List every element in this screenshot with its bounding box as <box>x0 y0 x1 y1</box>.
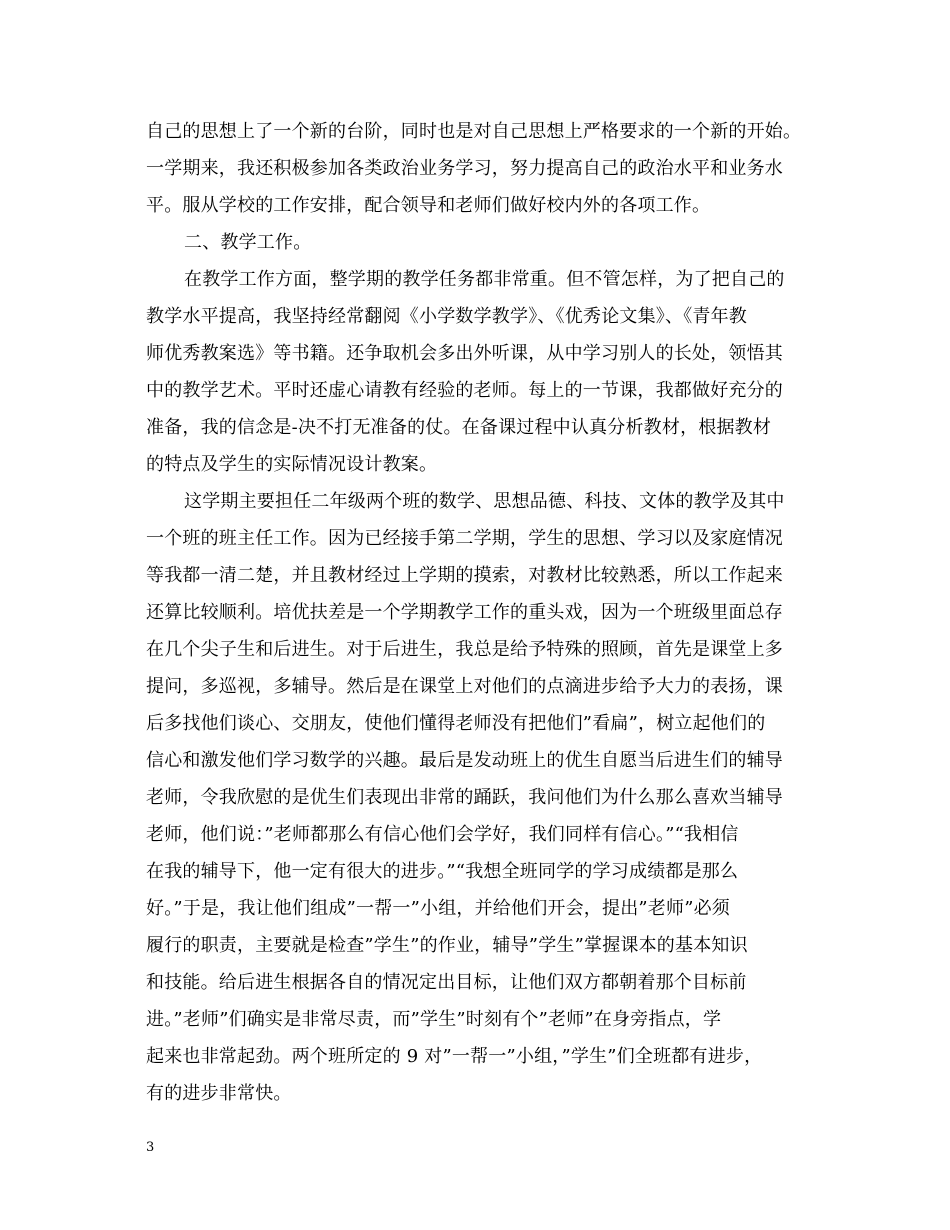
text-line: 提问，多巡视，多辅导。然后是在课堂上对他们的点滴进步给予大力的表扬，课 <box>146 676 783 697</box>
text-line: 进。”老师”们确实是非常尽责，而”学生”时刻有个”老师”在身旁指点，学 <box>146 1009 722 1030</box>
text-line: 这学期主要担任二年级两个班的数学、思想品德、科技、文体的教学及其中 <box>184 491 785 512</box>
text-line: 平。服从学校的工作安排，配合领导和老师们做好校内外的各项工作。 <box>146 195 711 216</box>
text-line: 还算比较顺利。培优扶差是一个学期教学工作的重头戏，因为一个班级里面总存 <box>146 602 783 623</box>
text-line: 师优秀教案选》等书籍。还争取机会多出外听课，从中学习别人的长处，领悟其 <box>146 343 783 364</box>
text-line: 教学水平提高，我坚持经常翻阅《小学数学教学》、《优秀论文集》、《青年教 <box>146 306 747 327</box>
text-line: 的特点及学生的实际情况设计教案。 <box>146 454 438 475</box>
text-line: 中的教学艺术。平时还虚心请教有经验的老师。每上的一节课，我都做好充分的 <box>146 380 783 401</box>
text-line: 好。”于是，我让他们组成”一帮一”小组，并给他们开会，提出”老师”必须 <box>146 898 731 919</box>
text-line: 老师，令我欣慰的是优生们表现出非常的踊跃，我问他们为什么那么喜欢当辅导 <box>146 787 783 808</box>
text-line: 后多找他们谈心、交朋友，使他们懂得老师没有把他们”看扁”，树立起他们的 <box>146 713 766 734</box>
text-line: 一学期来，我还积极参加各类政治业务学习，努力提高自己的政治水平和业务水 <box>146 158 783 179</box>
text-line: 老师，他们说：”老师都那么有信心他们会学好，我们同样有信心。”“我相信 <box>146 824 739 845</box>
text-line: 在几个尖子生和后进生。对于后进生，我总是给予特殊的照顾，首先是课堂上多 <box>146 639 783 660</box>
text-line: 信心和激发他们学习数学的兴趣。最后是发动班上的优生自愿当后进生们的辅导 <box>146 750 783 771</box>
text-line: 在我的辅导下，他一定有很大的进步。”“我想全班同学的学习成绩都是那么 <box>146 861 739 882</box>
text-line: 等我都一清二楚，并且教材经过上学期的摸索，对教材比较熟悉，所以工作起来 <box>146 565 783 586</box>
text-line: 自己的思想上了一个新的台阶，同时也是对自己思想上严格要求的一个新的开始。 <box>146 121 802 142</box>
text-line: 在教学工作方面，整学期的教学任务都非常重。但不管怎样，为了把自己的 <box>184 269 785 290</box>
page-number: 3 <box>146 1140 155 1155</box>
text-line: 一个班的班主任工作。因为已经接手第二学期，学生的思想、学习以及家庭情况 <box>146 528 783 549</box>
text-line: 和技能。给后进生根据各自的情况定出目标，让他们双方都朝着那个目标前 <box>146 972 747 993</box>
text-line: 起来也非常起劲。两个班所定的 9 对”一帮一”小组，”学生”们全班都有进步， <box>146 1046 763 1067</box>
text-line: 履行的职责，主要就是检查”学生”的作业，辅导”学生”掌握课本的基本知识 <box>146 935 748 956</box>
section-heading: 二、教学工作。 <box>184 232 312 253</box>
text-line: 有的进步非常快。 <box>146 1083 292 1104</box>
text-line: 准备，我的信念是-决不打无准备的仗。在备课过程中认真分析教材，根据教材 <box>146 417 772 438</box>
